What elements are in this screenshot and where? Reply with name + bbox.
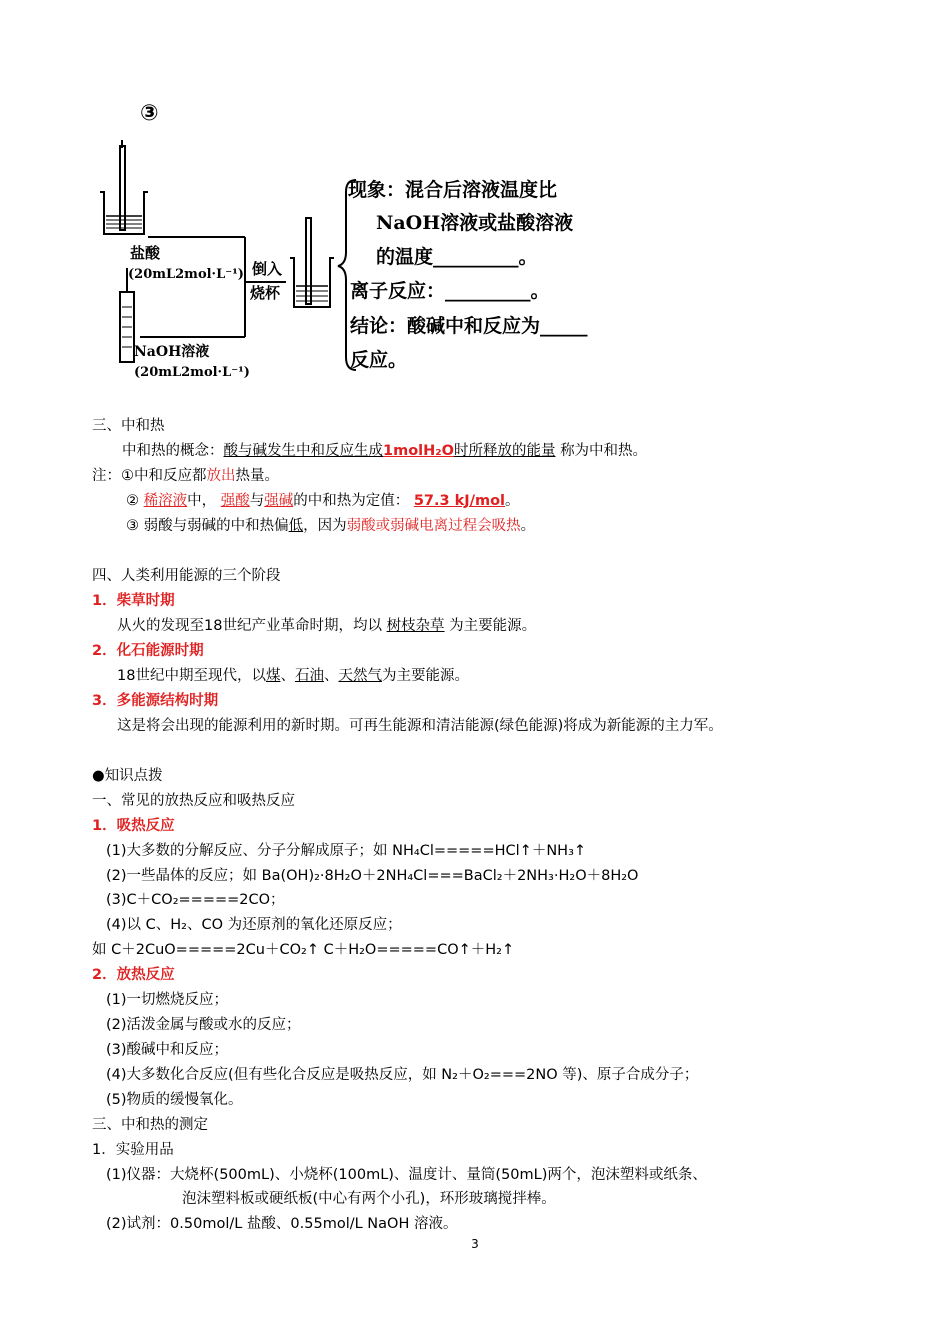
n2-c: 强碱 [264,493,294,509]
note-prefix: 注：①中和反应都 [92,468,207,484]
k-c2: 泡沫塑料板或硬纸板(中心有两个小孔)，环形玻璃搅拌棒。 [182,1191,556,1207]
note-suffix1: 热量。 [235,468,279,484]
obs-line-6: 反应。 [350,349,408,371]
n2-mid3: 的中和热为定值： [293,493,410,509]
s3-definition [122,439,950,463]
p2-a: 18世纪中期至现代，以 [117,668,266,684]
n3-end: 。 [520,518,536,534]
p2-u2: 石油 [294,668,324,684]
n2-mid2: 与 [249,493,265,509]
hcl-label: 盐酸 [130,244,161,262]
def-u1: 酸与碱发生中和反应生成 [223,443,383,459]
n2-mid1: 中， [187,493,217,509]
page-number: 3 [471,1237,479,1251]
obs-line-3: 的温度_________。 [376,246,538,268]
naoh-label: NaOH溶液 [134,344,210,360]
s4-h2: 2．化石能源时期 [92,643,204,659]
k-a1: (1)大多数的分解反应、分子分解成原子；如 NH₄Cl=====HCl↑＋NH₃↑ [106,843,587,859]
k-c3: (2)试剂：0.50mol/L 盐酸、0.55mol/L NaOH 溶液。 [106,1216,458,1232]
s4-h1: 1．柴草时期 [92,593,175,609]
figure-marker: ③ [140,101,159,126]
n3-mid: ，因为 [303,518,347,534]
s4-p1 [117,614,950,638]
naoh-conc: (20mL2mol·L⁻¹) [134,365,250,380]
n3-a: 低 [288,518,304,534]
p2-sep1: 、 [280,668,295,684]
experiment-figure [90,92,650,392]
s4-title: 四、人类利用能源的三个阶段 [92,568,281,584]
pour-label-2: 烧杯 [250,284,281,302]
p2-u1: 煤 [265,668,281,684]
k-a5: 如 C＋2CuO=====2Cu＋CO₂↑ C＋H₂O=====CO↑＋H₂↑ [92,942,515,958]
note-red1: 放出 [206,468,236,484]
k-a2: (2)一些晶体的反应；如 Ba(OH)₂·8H₂O＋2NH₄Cl===BaCl₂＋2NH₃·H₂O＋8H₂O [106,868,639,884]
obs-line-1: 现象：混合后溶液温度比 [348,179,558,201]
s3-note-1 [92,464,950,488]
obs-line-2: NaOH溶液或盐酸溶液 [376,212,574,234]
k-b5: (5)物质的缓慢氧化。 [106,1092,243,1108]
s4-p3: 这是将会出现的能源利用的新时期。可再生能源和清洁能源(绿色能源)将成为新能源的主力军。 [117,718,723,734]
k-b4: (4)大多数化合反应(但有些化合反应是吸热反应，如 N₂＋O₂===2NO 等)、原子合成分子； [106,1067,699,1083]
n2-a: 稀溶液 [143,493,188,509]
k-a4: (4)以 C、H₂、CO 为还原剂的氧化还原反应； [106,917,402,933]
n2-d: 57.3 kJ/mol [413,493,506,509]
n3-red: 弱酸或弱碱电离过程会吸热 [346,518,521,534]
k-title: ●知识点拨 [92,768,163,784]
p1-u: 树枝杂草 [386,618,445,634]
k-a3: (3)C＋CO₂=====2CO； [106,892,285,908]
p2-sep2: 、 [323,668,339,684]
p1-a: 从火的发现至18世纪产业革命时期，均以 [117,618,382,634]
p1-b: 为主要能源。 [449,618,537,634]
p2-b: 为主要能源。 [381,668,469,684]
brace [338,180,356,370]
k-s1: 一、常见的放热反应和吸热反应 [92,793,295,809]
naoh-cylinder [120,268,134,362]
k-h3: 1．实验用品 [92,1142,174,1158]
def-u2: 时所释放的能量 [453,443,556,459]
n2-prefix: ② [126,493,139,509]
s3-note-3 [126,514,950,538]
k-b3: (3)酸碱中和反应； [106,1042,229,1058]
p2-u3: 天然气 [338,668,382,684]
s3-title: 三、中和热 [92,418,165,434]
k-s3: 三、中和热的测定 [92,1117,208,1133]
obs-line-5: 结论：酸碱中和反应为_____ [350,315,588,337]
k-b1: (1)一切燃烧反应； [106,992,229,1008]
hcl-conc: (20mL2mol·L⁻¹) [128,267,244,282]
pour-label-1: 倒入 [252,260,283,278]
n2-b: 强酸 [220,493,250,509]
k-h1: 1．吸热反应 [92,818,175,834]
s3-note-2 [126,489,950,513]
k-h2: 2．放热反应 [92,967,175,983]
k-b2: (2)活泼金属与酸或水的反应； [106,1017,301,1033]
def-suffix: 称为中和热。 [560,443,648,459]
s4-h3: 3．多能源结构时期 [92,693,219,709]
k-c1: (1)仪器：大烧杯(500mL)、小烧杯(100mL)、温度计、量筒(50mL)两个，泡沫塑料或纸条、 [106,1167,707,1183]
def-red: 1molH₂O [383,443,454,459]
def-prefix: 中和热的概念： [122,443,224,459]
n3-prefix: ③ 弱酸与弱碱的中和热偏 [126,518,289,534]
s4-p2 [117,664,950,688]
obs-line-4: 离子反应：_________。 [350,280,550,302]
n2-end: 。 [505,493,520,509]
